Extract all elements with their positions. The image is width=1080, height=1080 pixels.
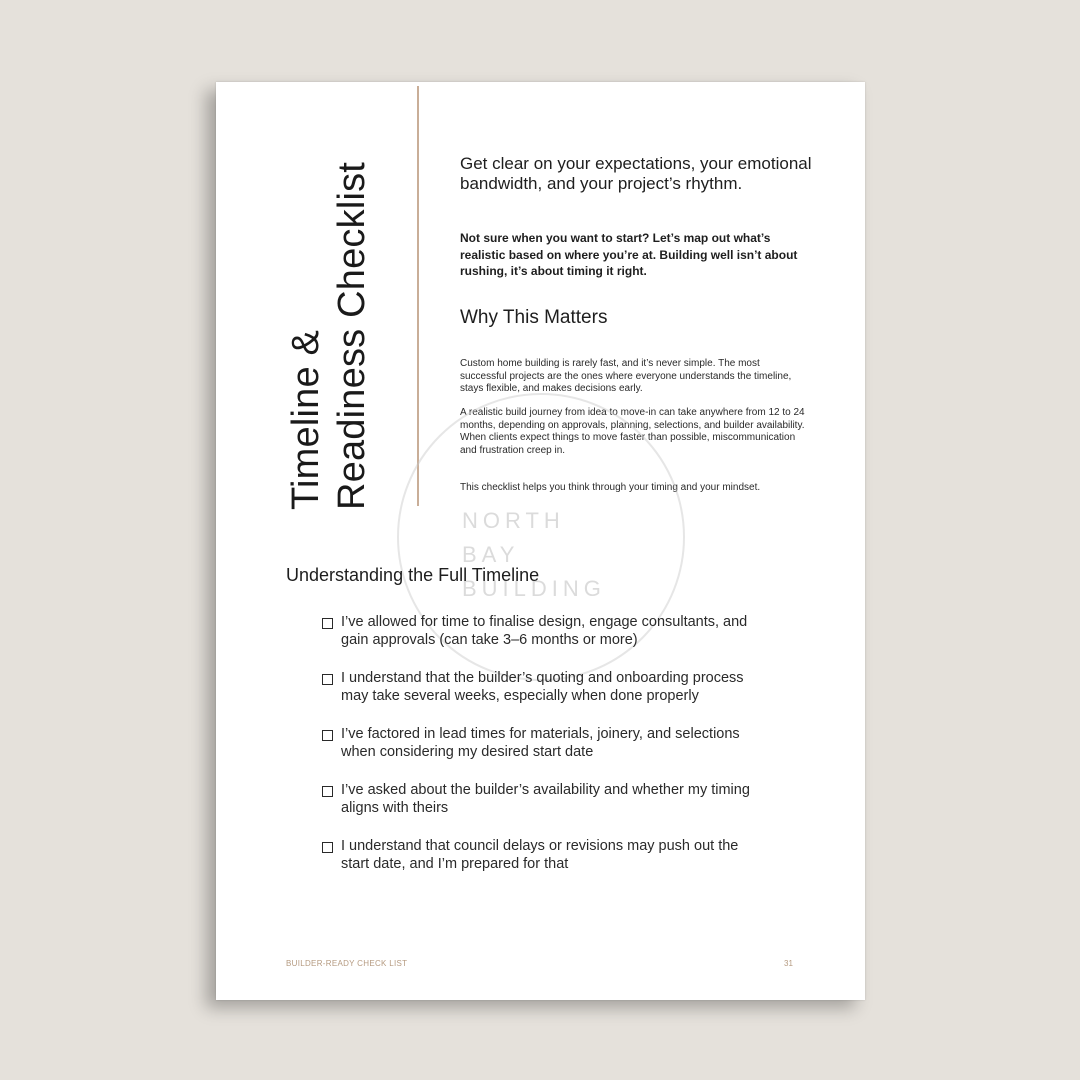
watermark-line3: BUILDING [462,576,606,601]
checklist-item-text: I’ve factored in lead times for materials, joinery, and selections when considering my desired start date [341,726,740,760]
section-heading: Understanding the Full Timeline [286,565,540,585]
body-paragraph-3: This checklist helps you think through your timing and your mindset. [460,482,761,493]
watermark-line1: NORTH [462,508,565,533]
checklist [322,614,762,894]
checklist-item[interactable] [322,614,762,649]
vertical-divider [417,86,419,506]
footer-title: BUILDER-READY CHECK LIST [286,959,408,968]
checklist-item[interactable] [322,726,762,761]
body-paragraph-1: Custom home building is rarely fast, and it’s never simple. The most successful projects are the ones where everyone understands the timeline, stays flexible, and makes decisions early. [460,358,792,394]
page-number: 31 [784,959,793,968]
page-title-line1: Timeline & [285,329,327,510]
checklist-item[interactable] [322,782,762,817]
checkbox[interactable] [322,730,333,741]
checklist-item-text: I understand that the builder’s quoting and onboarding process may take several weeks, especially when done properly [341,670,744,704]
page-title [283,150,375,510]
checklist-item-text: I understand that council delays or revisions may push out the start date, and I’m prepared for that [341,838,739,872]
intro-text: Get clear on your expectations, your emotional bandwidth, and your project’s rhythm. [460,154,812,193]
checkbox[interactable] [322,674,333,685]
body-paragraph-2: A realistic build journey from idea to move-in can take anywhere from 12 to 24 months, depending on approvals, planning, selections, and builder availability. When clients expect things to move faster than possible, miscommunication and frustration creep in. [460,407,805,456]
checkbox[interactable] [322,786,333,797]
checklist-item[interactable] [322,670,762,705]
checkbox[interactable] [322,842,333,853]
page-title-line2: Readiness Checklist [331,161,373,510]
watermark-line2: BAY [462,542,520,567]
checkbox[interactable] [322,618,333,629]
checklist-item[interactable] [322,838,762,873]
intro-bold-text: Not sure when you want to start? Let’s map out what’s realistic based on where you’re at. Building well isn’t about rushing, it’s about timing it right. [460,231,798,278]
checklist-item-text: I’ve asked about the builder’s availability and whether my timing aligns with theirs [341,782,750,816]
why-heading: Why This Matters [460,307,608,328]
checklist-item-text: I’ve allowed for time to finalise design, engage consultants, and gain approvals (can take 3–6 months or more) [341,614,748,648]
